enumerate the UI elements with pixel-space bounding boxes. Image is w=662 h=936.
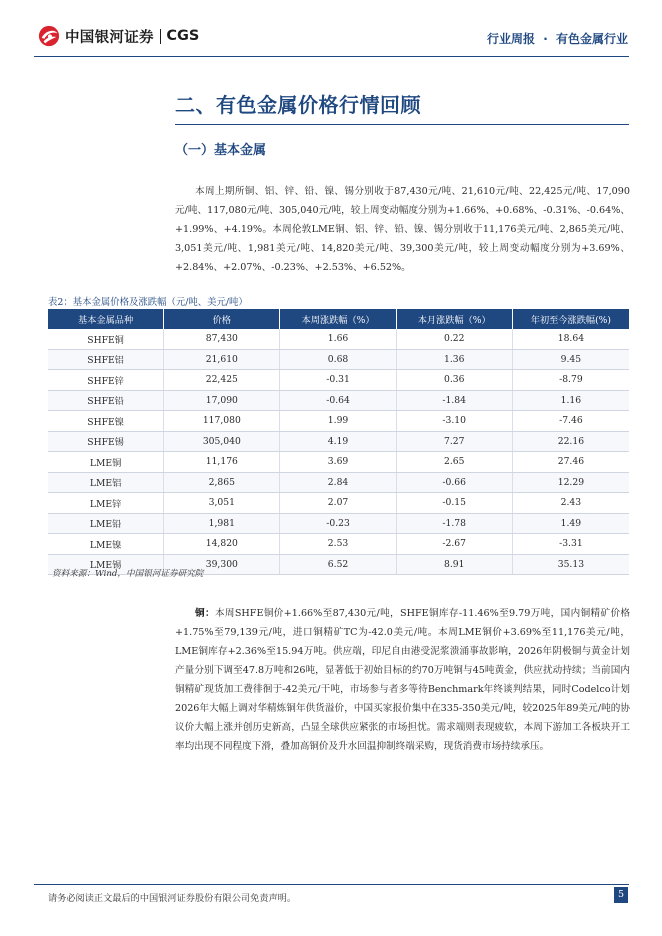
table-row xyxy=(48,349,629,370)
copper-lead: 铜： xyxy=(195,608,215,619)
metal-name-cell: LME铅 xyxy=(48,513,164,534)
value-cell: -0.31 xyxy=(280,370,396,391)
summary-text: 本周上期所铜、铝、锌、铅、镍、锡分别收于87,430元/吨、21,610元/吨、22,425元/吨、17,090元/吨、117,080元/吨、305,040元/吨，较上周变动幅度分别为+1.66%、+0.68%、-0.31%、-0.64%、+1.99%、+4.19%。本周伦敦LME铜、铝、锌、铅、镍、锡分别收于11,176美元/吨、2,865美元/吨、3,051美元/吨、1,981美元/吨、14,820美元/吨、39,300美元/吨，较上周变动幅度分别为+3.69%、+2.84%、+2.07%、-0.23%、+2.53%、+6.52%。 xyxy=(175,186,630,273)
table-row xyxy=(48,472,629,493)
page-number: 5 xyxy=(614,887,628,903)
section-title: 二、有色金属价格行情回顾 xyxy=(175,93,421,117)
value-cell: 1.16 xyxy=(512,390,629,411)
value-cell: 2.84 xyxy=(280,472,396,493)
metal-name-cell: SHFE铅 xyxy=(48,390,164,411)
value-cell: 2.53 xyxy=(280,534,396,555)
table-row xyxy=(48,452,629,473)
metal-name-cell: SHFE锡 xyxy=(48,431,164,452)
table-row xyxy=(48,370,629,391)
value-cell: -0.23 xyxy=(280,513,396,534)
industry-name: 有色金属行业 xyxy=(555,32,628,46)
value-cell: 1.99 xyxy=(280,411,396,432)
section-rule xyxy=(175,124,629,125)
value-cell: 117,080 xyxy=(164,411,280,432)
company-name-en: CGS xyxy=(166,28,200,44)
header-cell: 本月涨跌幅（%） xyxy=(396,309,512,329)
metal-price-table xyxy=(48,309,629,575)
table-row xyxy=(48,390,629,411)
copper-paragraph xyxy=(175,604,630,756)
value-cell: -1.84 xyxy=(396,390,512,411)
table-row xyxy=(48,411,629,432)
value-cell: 8.91 xyxy=(396,554,512,575)
footer-rule xyxy=(34,884,629,885)
value-cell: -0.64 xyxy=(280,390,396,411)
header-cell: 年初至今涨跌幅(%) xyxy=(512,309,629,329)
table-row xyxy=(48,329,629,349)
value-cell: 1.36 xyxy=(396,349,512,370)
value-cell: 305,040 xyxy=(164,431,280,452)
value-cell: 3,051 xyxy=(164,493,280,514)
metal-name-cell: SHFE锌 xyxy=(48,370,164,391)
value-cell: 27.46 xyxy=(512,452,629,473)
metal-name-cell: LME锡 xyxy=(48,554,164,575)
table-row xyxy=(48,431,629,452)
header-cell: 基本金属品种 xyxy=(48,309,164,329)
value-cell: -3.10 xyxy=(396,411,512,432)
table-source: 资料来源：Wind，中国银河证券研究院 xyxy=(52,569,204,579)
value-cell: 87,430 xyxy=(164,329,280,349)
value-cell: -7.46 xyxy=(512,411,629,432)
value-cell: 2.07 xyxy=(280,493,396,514)
value-cell: 2.65 xyxy=(396,452,512,473)
value-cell: -0.66 xyxy=(396,472,512,493)
value-cell: 0.68 xyxy=(280,349,396,370)
value-cell: 1.66 xyxy=(280,329,396,349)
value-cell: 7.27 xyxy=(396,431,512,452)
value-cell: -2.67 xyxy=(396,534,512,555)
value-cell: 39,300 xyxy=(164,554,280,575)
value-cell: 22,425 xyxy=(164,370,280,391)
value-cell: 2.43 xyxy=(512,493,629,514)
value-cell: 22.16 xyxy=(512,431,629,452)
value-cell: 12.29 xyxy=(512,472,629,493)
metal-name-cell: LME铝 xyxy=(48,472,164,493)
value-cell: 35.13 xyxy=(512,554,629,575)
value-cell: 0.22 xyxy=(396,329,512,349)
footer-disclaimer: 请务必阅读正文最后的中国银河证券股份有限公司免责声明。 xyxy=(48,893,297,904)
value-cell: 21,610 xyxy=(164,349,280,370)
summary-paragraph xyxy=(175,182,630,277)
value-cell: 14,820 xyxy=(164,534,280,555)
copper-text: 本周SHFE铜价+1.66%至87,430元/吨，SHFE铜库存-11.46%至9.79万吨，国内铜精矿价格+1.75%至79,139元/吨，进口铜精矿TC为-42.0美元/吨。本周LME铜价+3.69%至11,176美元/吨，LME铜库存+2.36%至15.94万吨。供应端，印尼自由港受泥浆溃涌事故影响，2026年阴极铜与黄金计划产量分别下调至47.8万吨和26吨，显著低于初始目标的约70万吨铜与45吨黄金，供应扰动持续；当前国内铜精矿现货加工费徘徊于-42美元/干吨，市场参与者多等待Benchmark年终谈判结果，同时Codelco计划2026年大幅上调对华精炼铜年供货溢价，中国买家报价集中在335-350美元/吨，较2025年89美元/吨的协议价大幅上涨并创历史新高，凸显全球供应紧张的市场担忧。需求端则表现疲软，本周下游加工各板块开工率均出现不同程度下滑，叠加高铜价及升水回温抑制终端采购，现货消费市场持续承压。 xyxy=(175,608,631,752)
table-caption: 表2：基本金属价格及涨跌幅（元/吨、美元/吨） xyxy=(48,297,248,308)
header-cell: 价格 xyxy=(164,309,280,329)
header-separator: · xyxy=(543,32,548,46)
metal-name-cell: LME镍 xyxy=(48,534,164,555)
report-type: 行业周报 xyxy=(487,32,536,46)
logo-divider xyxy=(160,29,162,44)
value-cell: -3.31 xyxy=(512,534,629,555)
value-cell: 2,865 xyxy=(164,472,280,493)
metal-name-cell: SHFE铜 xyxy=(48,329,164,349)
value-cell: 1.49 xyxy=(512,513,629,534)
report-header xyxy=(487,30,628,47)
value-cell: 17,090 xyxy=(164,390,280,411)
subsection-title: （一）基本金属 xyxy=(175,143,267,158)
table-header-row xyxy=(48,309,629,329)
header-cell: 本周涨跌幅（%） xyxy=(280,309,396,329)
table-row xyxy=(48,513,629,534)
value-cell: 4.19 xyxy=(280,431,396,452)
metal-name-cell: SHFE镍 xyxy=(48,411,164,432)
metal-name-cell: LME锌 xyxy=(48,493,164,514)
table-row xyxy=(48,534,629,555)
header-rule xyxy=(34,56,629,57)
value-cell: -0.15 xyxy=(396,493,512,514)
value-cell: 0.36 xyxy=(396,370,512,391)
value-cell: 18.64 xyxy=(512,329,629,349)
table-row xyxy=(48,493,629,514)
company-name-cn: 中国银河证券 xyxy=(65,29,154,46)
metal-name-cell: SHFE铝 xyxy=(48,349,164,370)
value-cell: 1,981 xyxy=(164,513,280,534)
value-cell: 6.52 xyxy=(280,554,396,575)
value-cell: 9.45 xyxy=(512,349,629,370)
galaxy-logo-icon xyxy=(38,25,60,47)
metal-name-cell: LME铜 xyxy=(48,452,164,473)
value-cell: 3.69 xyxy=(280,452,396,473)
value-cell: -8.79 xyxy=(512,370,629,391)
company-logo xyxy=(38,24,199,48)
value-cell: -1.78 xyxy=(396,513,512,534)
value-cell: 11,176 xyxy=(164,452,280,473)
